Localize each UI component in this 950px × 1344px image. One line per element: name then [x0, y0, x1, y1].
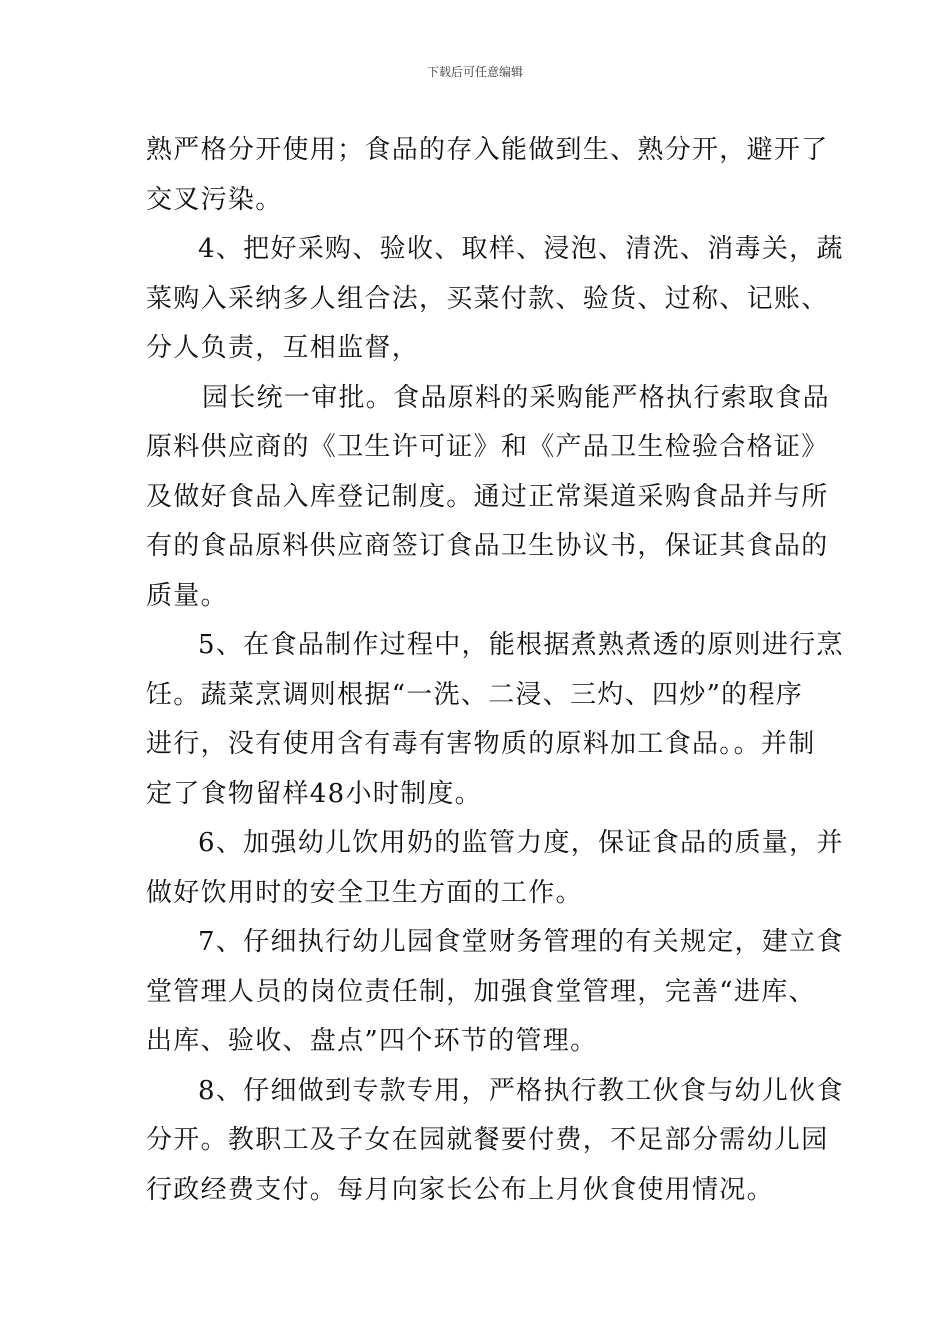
page-header-note: 下载后可任意编辑	[426, 65, 523, 79]
text-line: 进行，没有使用含有毒有害物质的原料加工食品。。并制	[146, 729, 816, 759]
paragraph-start-line: 8、仔细做到专款专用，严格执行教工伙食与幼儿伙食	[198, 1075, 844, 1106]
text-line: 出库、验收、盘点”四个环节的管理。	[146, 1026, 598, 1056]
paragraph-start-line: 4、把好采购、验收、取样、浸泡、清洗、消毒关，蔬	[198, 234, 844, 264]
text-line: 有的食品原料供应商签订食品卫生协议书，保证其食品的	[146, 531, 829, 561]
text-line: 分人负责，互相监督，	[146, 333, 420, 363]
text-line: 交叉污染。	[146, 184, 283, 215]
paragraph-start-line: 5、在食品制作过程中，能根据煮熟煮透的原则进行烹	[198, 630, 844, 660]
document-body	[146, 126, 844, 1215]
text-line: 做好饮用时的安全卫生方面的工作。	[146, 877, 583, 908]
text-line: 饪。蔬菜烹调则根据“一洗、二浸、三灼、四炒”的程序	[146, 679, 804, 710]
text-line: 菜购入采纳多人组合法，买菜付款、验货、过称、记账、	[146, 283, 829, 314]
text-line: 及做好食品入库登记制度。通过正常渠道采购食品并与所	[146, 481, 829, 512]
paragraph-start-line: 7、仔细执行幼儿园食堂财务管理的有关规定，建立食	[198, 927, 844, 957]
text-line: 质量。	[146, 580, 228, 611]
text-line: 熟严格分开使用；食品的存入能做到生、熟分开，避开了	[146, 135, 829, 165]
text-line: 行政经费支付。每月向家长公布上月伙食使用情况。	[146, 1174, 774, 1205]
text-line: 定了食物留样48小时制度。	[146, 778, 482, 809]
text-line: 分开。教职工及子女在园就餐要付费，不足部分需幼儿园	[146, 1125, 829, 1155]
text-line: 原料供应商的《卫生许可证》和《产品卫生检验合格证》	[146, 432, 829, 462]
text-line: 堂管理人员的岗位责任制，加强食堂管理，完善“进库、	[146, 976, 816, 1007]
paragraph-start-line: 园长统一审批。食品原料的采购能严格执行索取食品	[202, 382, 830, 413]
paragraph-start-line: 6、加强幼儿饮用奶的监管力度，保证食品的质量，并	[198, 828, 844, 858]
